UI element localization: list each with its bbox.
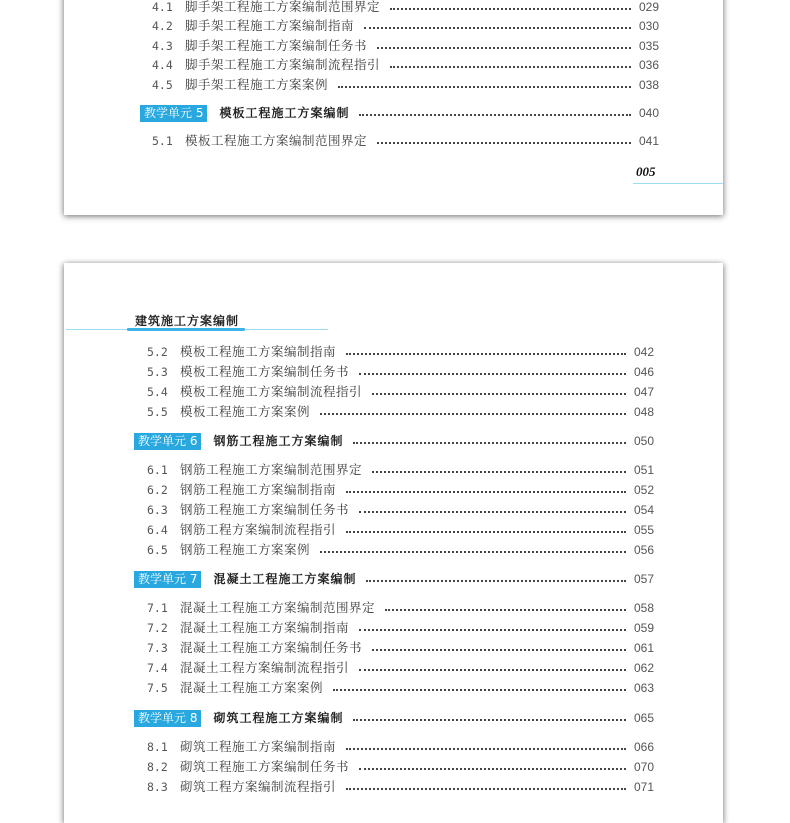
entry-title: 脚手架工程施工方案编制流程指引 bbox=[185, 57, 381, 72]
entry-number: 5.5 bbox=[147, 405, 168, 419]
toc-unit-7[interactable] bbox=[134, 569, 654, 589]
entry-page: 029 bbox=[638, 0, 659, 14]
entry-title: 脚手架工程施工方案编制范围界定 bbox=[185, 0, 381, 14]
toc-entry[interactable] bbox=[147, 737, 654, 757]
entry-page: 046 bbox=[633, 365, 654, 379]
entry-title: 模板工程施工方案案例 bbox=[180, 404, 311, 419]
entry-page: 071 bbox=[633, 780, 654, 794]
entry-title: 模板工程施工方案编制指南 bbox=[180, 344, 337, 359]
dot-leader bbox=[353, 717, 626, 721]
unit-page: 040 bbox=[638, 106, 659, 120]
entry-number: 5.2 bbox=[147, 345, 168, 359]
header-accent-bar bbox=[127, 328, 245, 331]
toc-entry[interactable] bbox=[147, 658, 654, 678]
entry-page: 041 bbox=[638, 134, 659, 148]
unit-badge: 教学单元 6 bbox=[134, 433, 201, 450]
entry-number: 6.5 bbox=[147, 543, 168, 557]
entry-title: 钢筋工程施工方案编制任务书 bbox=[180, 502, 350, 517]
entry-number: 7.5 bbox=[147, 681, 168, 695]
dot-leader bbox=[372, 469, 626, 473]
entry-title: 混凝土工程施工方案编制任务书 bbox=[180, 640, 363, 655]
entry-title: 混凝土工程施工方案案例 bbox=[180, 680, 324, 695]
entry-number: 4.1 bbox=[152, 0, 173, 14]
toc-entry[interactable] bbox=[152, 131, 659, 151]
dot-leader bbox=[372, 647, 626, 651]
dot-leader bbox=[320, 549, 626, 553]
unit-title: 钢筋工程施工方案编制 bbox=[213, 434, 344, 448]
entry-page: 047 bbox=[633, 385, 654, 399]
entry-page: 063 bbox=[633, 681, 654, 695]
entry-number: 8.2 bbox=[147, 760, 168, 774]
entry-number: 6.4 bbox=[147, 523, 168, 537]
entry-number: 7.3 bbox=[147, 641, 168, 655]
entry-number: 8.1 bbox=[147, 740, 168, 754]
toc-entry[interactable] bbox=[147, 777, 654, 797]
entry-page: 048 bbox=[633, 405, 654, 419]
entry-number: 5.3 bbox=[147, 365, 168, 379]
unit-page: 050 bbox=[633, 434, 654, 448]
dot-leader bbox=[346, 351, 626, 355]
entry-page: 042 bbox=[633, 345, 654, 359]
unit-title: 模板工程施工方案编制 bbox=[219, 106, 350, 120]
dot-leader bbox=[359, 627, 626, 631]
entry-page: 052 bbox=[633, 483, 654, 497]
dot-leader bbox=[346, 529, 626, 533]
entry-page: 036 bbox=[638, 58, 659, 72]
unit-badge: 教学单元 8 bbox=[134, 710, 201, 727]
entry-page: 054 bbox=[633, 503, 654, 517]
entry-number: 7.1 bbox=[147, 601, 168, 615]
toc-entry[interactable] bbox=[152, 0, 659, 17]
unit-page: 057 bbox=[633, 572, 654, 586]
unit-title: 混凝土工程施工方案编制 bbox=[213, 572, 357, 586]
toc-entry[interactable] bbox=[147, 638, 654, 658]
entry-page: 062 bbox=[633, 661, 654, 675]
toc-entry[interactable] bbox=[147, 500, 654, 520]
entry-title: 钢筋工程施工方案编制范围界定 bbox=[180, 462, 363, 477]
unit-title: 砌筑工程施工方案编制 bbox=[213, 711, 344, 725]
toc-entry[interactable] bbox=[147, 460, 654, 480]
toc-unit-5[interactable] bbox=[140, 103, 659, 123]
entry-page: 035 bbox=[638, 39, 659, 53]
unit-page: 065 bbox=[633, 711, 654, 725]
entry-number: 8.3 bbox=[147, 780, 168, 794]
toc-entry[interactable] bbox=[147, 342, 654, 362]
entry-title: 混凝土工程施工方案编制范围界定 bbox=[180, 600, 376, 615]
toc-entry[interactable] bbox=[147, 362, 654, 382]
entry-page: 056 bbox=[633, 543, 654, 557]
dot-leader bbox=[359, 112, 631, 116]
dot-leader bbox=[359, 509, 626, 513]
dot-leader bbox=[338, 84, 631, 88]
dot-leader bbox=[366, 578, 626, 582]
dot-leader bbox=[385, 607, 626, 611]
dot-leader bbox=[372, 391, 626, 395]
entry-page: 061 bbox=[633, 641, 654, 655]
unit-badge: 教学单元 7 bbox=[134, 571, 201, 588]
toc-unit-6[interactable] bbox=[134, 431, 654, 451]
entry-number: 7.4 bbox=[147, 661, 168, 675]
entry-title: 混凝土工程方案编制流程指引 bbox=[180, 660, 350, 675]
toc-entry[interactable] bbox=[147, 520, 654, 540]
toc-entry[interactable] bbox=[152, 16, 659, 36]
entry-page: 070 bbox=[633, 760, 654, 774]
toc-page-top bbox=[64, 0, 723, 215]
dot-leader bbox=[353, 440, 626, 444]
footer-rule bbox=[633, 183, 723, 184]
dot-leader bbox=[390, 64, 631, 68]
entry-number: 6.2 bbox=[147, 483, 168, 497]
entry-page: 059 bbox=[633, 621, 654, 635]
toc-entry[interactable] bbox=[147, 598, 654, 618]
entry-page: 038 bbox=[638, 78, 659, 92]
entry-title: 钢筋工程方案编制流程指引 bbox=[180, 522, 337, 537]
entry-title: 脚手架工程施工方案编制指南 bbox=[185, 18, 355, 33]
toc-entry[interactable] bbox=[147, 382, 654, 402]
dot-leader bbox=[346, 786, 626, 790]
entry-title: 钢筋工程施工方案编制指南 bbox=[180, 482, 337, 497]
dot-leader bbox=[364, 25, 631, 29]
dot-leader bbox=[359, 667, 626, 671]
entry-title: 砌筑工程方案编制流程指引 bbox=[180, 779, 337, 794]
dot-leader bbox=[377, 140, 631, 144]
toc-entry[interactable] bbox=[147, 480, 654, 500]
entry-number: 4.5 bbox=[152, 78, 173, 92]
toc-entry[interactable] bbox=[147, 757, 654, 777]
entry-number: 5.4 bbox=[147, 385, 168, 399]
entry-title: 脚手架工程施工方案编制任务书 bbox=[185, 38, 368, 53]
entry-page: 066 bbox=[633, 740, 654, 754]
toc-entry[interactable] bbox=[152, 36, 659, 56]
running-header-title: 建筑施工方案编制 bbox=[135, 314, 240, 328]
entry-title: 模板工程施工方案编制范围界定 bbox=[185, 133, 368, 148]
toc-unit-8[interactable] bbox=[134, 708, 654, 728]
toc-entry[interactable] bbox=[147, 540, 654, 560]
entry-title: 脚手架工程施工方案案例 bbox=[185, 77, 329, 92]
entry-title: 钢筋工程施工方案案例 bbox=[180, 542, 311, 557]
toc-page-bottom bbox=[64, 263, 723, 823]
dot-leader bbox=[390, 6, 631, 10]
entry-number: 6.1 bbox=[147, 463, 168, 477]
page-number: 005 bbox=[636, 164, 656, 179]
toc-entry[interactable] bbox=[147, 402, 654, 422]
unit-badge: 教学单元 5 bbox=[140, 105, 207, 122]
toc-entry[interactable] bbox=[152, 75, 659, 95]
dot-leader bbox=[359, 371, 626, 375]
entry-number: 4.4 bbox=[152, 58, 173, 72]
entry-page: 058 bbox=[633, 601, 654, 615]
dot-leader bbox=[346, 489, 626, 493]
toc-entry[interactable] bbox=[147, 618, 654, 638]
entry-page: 051 bbox=[633, 463, 654, 477]
dot-leader bbox=[359, 766, 626, 770]
dot-leader bbox=[377, 45, 631, 49]
dot-leader bbox=[333, 687, 626, 691]
entry-title: 砌筑工程施工方案编制指南 bbox=[180, 739, 337, 754]
entry-number: 4.2 bbox=[152, 19, 173, 33]
entry-title: 砌筑工程施工方案编制任务书 bbox=[180, 759, 350, 774]
entry-number: 6.3 bbox=[147, 503, 168, 517]
toc-entry[interactable] bbox=[152, 55, 659, 75]
toc-entry[interactable] bbox=[147, 678, 654, 698]
entry-page: 030 bbox=[638, 19, 659, 33]
entry-number: 4.3 bbox=[152, 39, 173, 53]
entry-number: 5.1 bbox=[152, 134, 173, 148]
entry-title: 混凝土工程施工方案编制指南 bbox=[180, 620, 350, 635]
entry-title: 模板工程施工方案编制流程指引 bbox=[180, 384, 363, 399]
entry-page: 055 bbox=[633, 523, 654, 537]
dot-leader bbox=[346, 746, 626, 750]
entry-title: 模板工程施工方案编制任务书 bbox=[180, 364, 350, 379]
dot-leader bbox=[320, 411, 626, 415]
entry-number: 7.2 bbox=[147, 621, 168, 635]
